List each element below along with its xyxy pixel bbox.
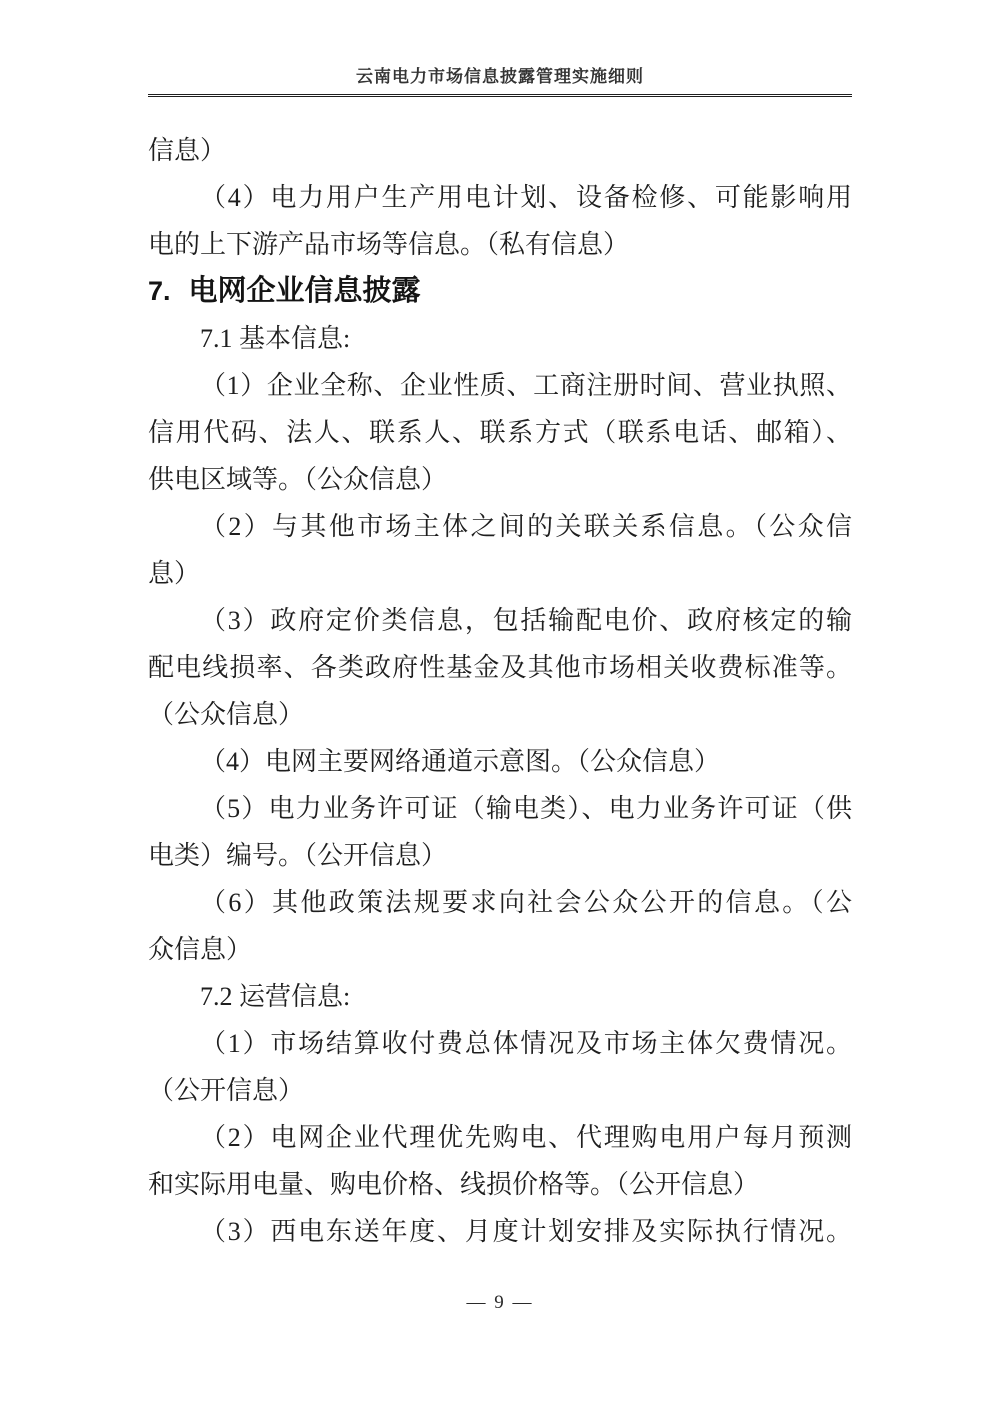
section-heading-title: 电网企业信息披露: [188, 275, 421, 307]
page-number: — 9 —: [466, 1292, 534, 1313]
text-line: 7.2 运营信息:: [200, 982, 351, 1011]
text-line: 众信息）: [148, 935, 253, 964]
text-line: （2）电网企业代理优先购电、代理购电用户每月预测: [200, 1123, 852, 1152]
document-body: [148, 127, 852, 1255]
text-line: （4）电力用户生产用电计划、设备检修、可能影响用: [200, 183, 852, 212]
text-line: 信用代码、法人、联系人、联系方式（联系电话、邮箱）、: [148, 418, 852, 447]
text-line: （公开信息）: [148, 1076, 305, 1105]
text-line: （4）电网主要网络通道示意图。（公众信息）: [200, 747, 721, 776]
text-line: （3）政府定价类信息，包括输配电价、政府核定的输: [200, 606, 852, 635]
text-line: （公众信息）: [148, 700, 305, 729]
text-line: 和实际用电量、购电价格、线损价格等。（公开信息）: [148, 1170, 760, 1199]
page-header-title: 云南电力市场信息披露管理实施细则: [148, 62, 852, 97]
text-line: （1）市场结算收付费总体情况及市场主体欠费情况。: [200, 1029, 852, 1058]
text-line: （3）西电东送年度、月度计划安排及实际执行情况。: [200, 1217, 852, 1246]
text-line: 配电线损率、各类政府性基金及其他市场相关收费标准等。: [148, 653, 852, 682]
text-line: （1）企业全称、企业性质、工商注册时间、营业执照、: [200, 371, 852, 400]
text-line: （5）电力业务许可证（输电类）、电力业务许可证（供: [200, 794, 852, 823]
text-line: 息）: [148, 559, 201, 588]
text-line: 电的上下游产品市场等信息。（私有信息）: [148, 230, 630, 259]
text-line: （6）其他政策法规要求向社会公众公开的信息。（公: [200, 888, 852, 917]
text-line: 供电区域等。（公众信息）: [148, 465, 448, 494]
text-line: （2）与其他市场主体之间的关联关系信息。（公众信: [200, 512, 852, 541]
section-heading: [148, 268, 852, 315]
text-line: 电类）编号。（公开信息）: [148, 841, 448, 870]
section-heading-number: 7.: [148, 276, 171, 306]
text-line: 信息）: [148, 136, 227, 165]
text-line: 7.1 基本信息:: [200, 324, 351, 353]
